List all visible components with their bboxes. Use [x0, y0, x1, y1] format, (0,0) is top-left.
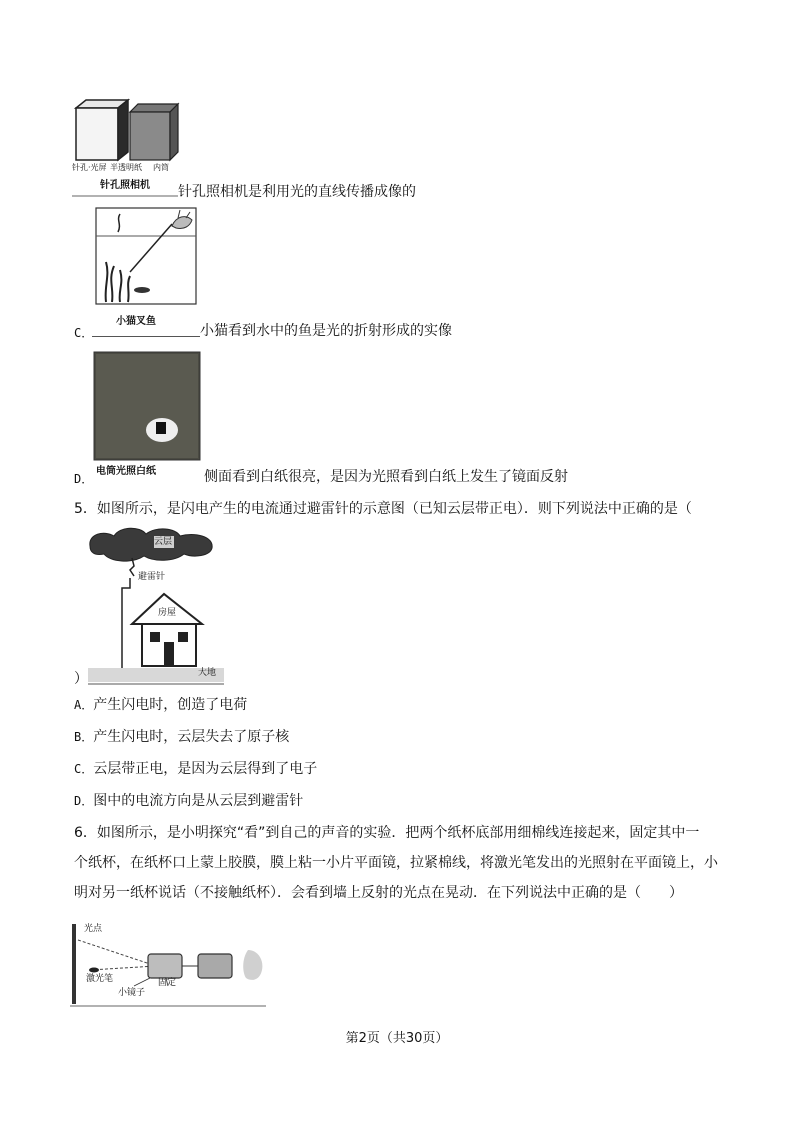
option-c-text: 小猫看到水中的鱼是光的折射形成的实像 — [200, 323, 452, 339]
figure-caption-pinhole: 针孔照相机 — [100, 180, 150, 191]
option-b-text: 针孔照相机是利用光的直线传播成像的 — [178, 184, 416, 200]
question-6-line-1: 6．如图所示，是小明探究“看”到自己的声音的实验．把两个纸杯底部用细棉线连接起来，固定其中一 — [74, 825, 700, 841]
figure-label-paper: 半透明纸 — [110, 163, 142, 172]
option-letter: C． — [74, 762, 94, 776]
figure-label-inner-tube: 内筒 — [153, 163, 169, 172]
question-6-line-2: 个纸杯，在纸杯口上蒙上胶膜，膜上粘一小片平面镜，拉紧棉线，将激光笔发出的光照射在平面镜上，小 — [74, 855, 718, 871]
figure-label-laser-pen: 激光笔 — [86, 974, 114, 984]
option-text: 图中的电流方向是从云层到避雷针 — [93, 793, 304, 809]
question-5-close-paren: ） — [74, 671, 88, 687]
figure-label-house: 房屋 — [158, 608, 177, 618]
option-d-text: 侧面看到白纸很亮，是因为光照看到白纸上发生了镜面反射 — [204, 469, 568, 485]
option-text: 产生闪电时，创造了电荷 — [93, 697, 248, 713]
q5-option-d — [74, 792, 303, 810]
flashlight-paper-figure — [92, 350, 202, 462]
figure-label-pinhole: 针孔·光屏 — [72, 163, 107, 172]
option-d-letter: D． — [74, 472, 94, 486]
page-footer: 第2页（共30页） — [345, 1031, 449, 1046]
figure-label-cloud: 云层 — [154, 537, 173, 547]
lightning-rod-figure — [84, 524, 226, 688]
figure-label-fixed: 固定 — [158, 978, 177, 988]
q5-option-b — [74, 728, 289, 746]
figure-caption-flashlight: 电筒光照白纸 — [96, 466, 156, 477]
question-5-stem: 5．如图所示，是闪电产生的电流通过避雷针的示意图（已知云层带正电）．则下列说法中正确的是（ — [74, 501, 692, 517]
option-letter: A． — [74, 698, 94, 712]
figure-label-lightning-rod: 避雷针 — [138, 572, 166, 582]
figure-caption-cat: 小猫叉鱼 — [116, 316, 156, 327]
figure-label-light-spot: 光点 — [84, 924, 103, 934]
figure-underline — [92, 336, 200, 337]
option-letter: D． — [74, 794, 94, 808]
option-text: 产生闪电时，云层失去了原子核 — [93, 729, 290, 745]
figure-label-small-mirror: 小镜子 — [118, 988, 146, 998]
q5-option-a — [74, 696, 247, 714]
cat-fishing-figure — [92, 206, 200, 306]
option-letter: B． — [74, 730, 94, 744]
q5-option-c — [74, 760, 317, 778]
question-6-line-3: 明对另一纸杯说话（不接触纸杯）．会看到墙上反射的光点在晃动．在下列说法中正确的是（ ） — [74, 885, 683, 901]
figure-label-ground: 大地 — [198, 668, 217, 678]
option-c-letter: C． — [74, 326, 94, 340]
option-text: 云层带正电，是因为云层得到了电子 — [93, 761, 318, 777]
